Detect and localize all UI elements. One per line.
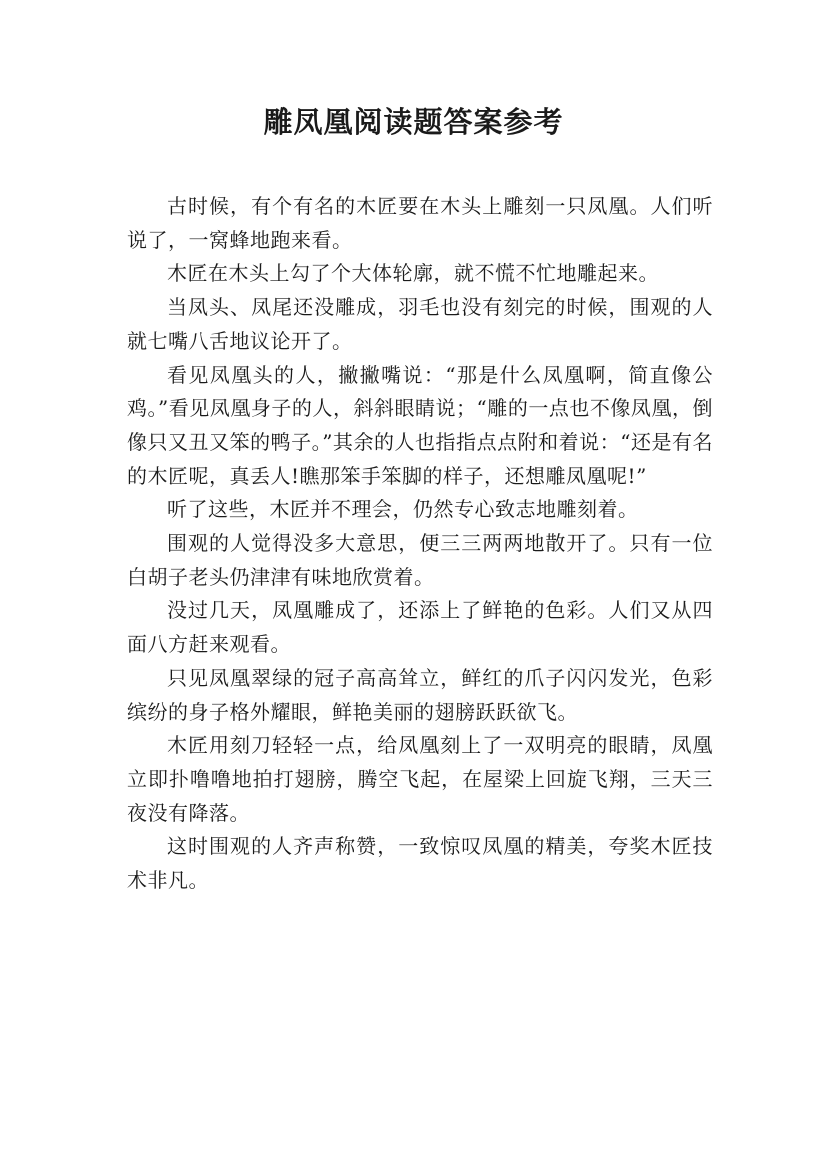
paragraph: 这时围观的人齐声称赞，一致惊叹凤凰的精美，夸奖木匠技术非凡。 — [127, 834, 713, 893]
paragraph: 当凤头、凤尾还没雕成，羽毛也没有刻完的时候，围观的人就七嘴八舌地议论开了。 — [127, 295, 713, 353]
paragraph: 木匠在木头上勾了个大体轮廓，就不慌不忙地雕起来。 — [167, 261, 659, 286]
paragraph: 木匠用刻刀轻轻一点，给凤凰刻上了一双明亮的眼睛，凤凰立即扑噜噜地拍打翅膀，腾空飞起，在屋梁上回旋飞翔，三天三夜没有降落。 — [127, 733, 713, 825]
paragraph: 只见凤凰翠绿的冠子高高耸立，鲜红的爪子闪闪发光，色彩缤纷的身子格外耀眼，鲜艳美丽的翅膀跃跃欲飞。 — [127, 665, 713, 724]
document-title: 雕凤凰阅读题答案参考 — [263, 105, 564, 139]
paragraph: 没过几天，凤凰雕成了，还添上了鲜艳的色彩。人们又从四面八方赶来观看。 — [127, 598, 713, 657]
document-body — [127, 190, 713, 898]
paragraph: 古时候，有个有名的木匠要在木头上雕刻一只凤凰。人们听说了，一窝蜂地跑来看。 — [127, 194, 713, 252]
paragraph: 听了这些，木匠并不理会，仍然专心致志地雕刻着。 — [167, 497, 639, 522]
paragraph: 围观的人觉得没多大意思，便三三两两地散开了。只有一位白胡子老头仍津津有味地欣赏着。 — [127, 531, 713, 589]
paragraph: 看见凤凰头的人，撇撇嘴说：“那是什么凤凰啊，简直像公鸡。”看见凤凰身子的人，斜斜眼睛说；“雕的一点也不像凤凰，倒像只又丑又笨的鸭子。”其余的人也指指点点附和着说：“还是有名的木匠呢，真丢人!瞧那笨手笨脚的样子，还想雕凤凰呢!” — [127, 362, 713, 488]
